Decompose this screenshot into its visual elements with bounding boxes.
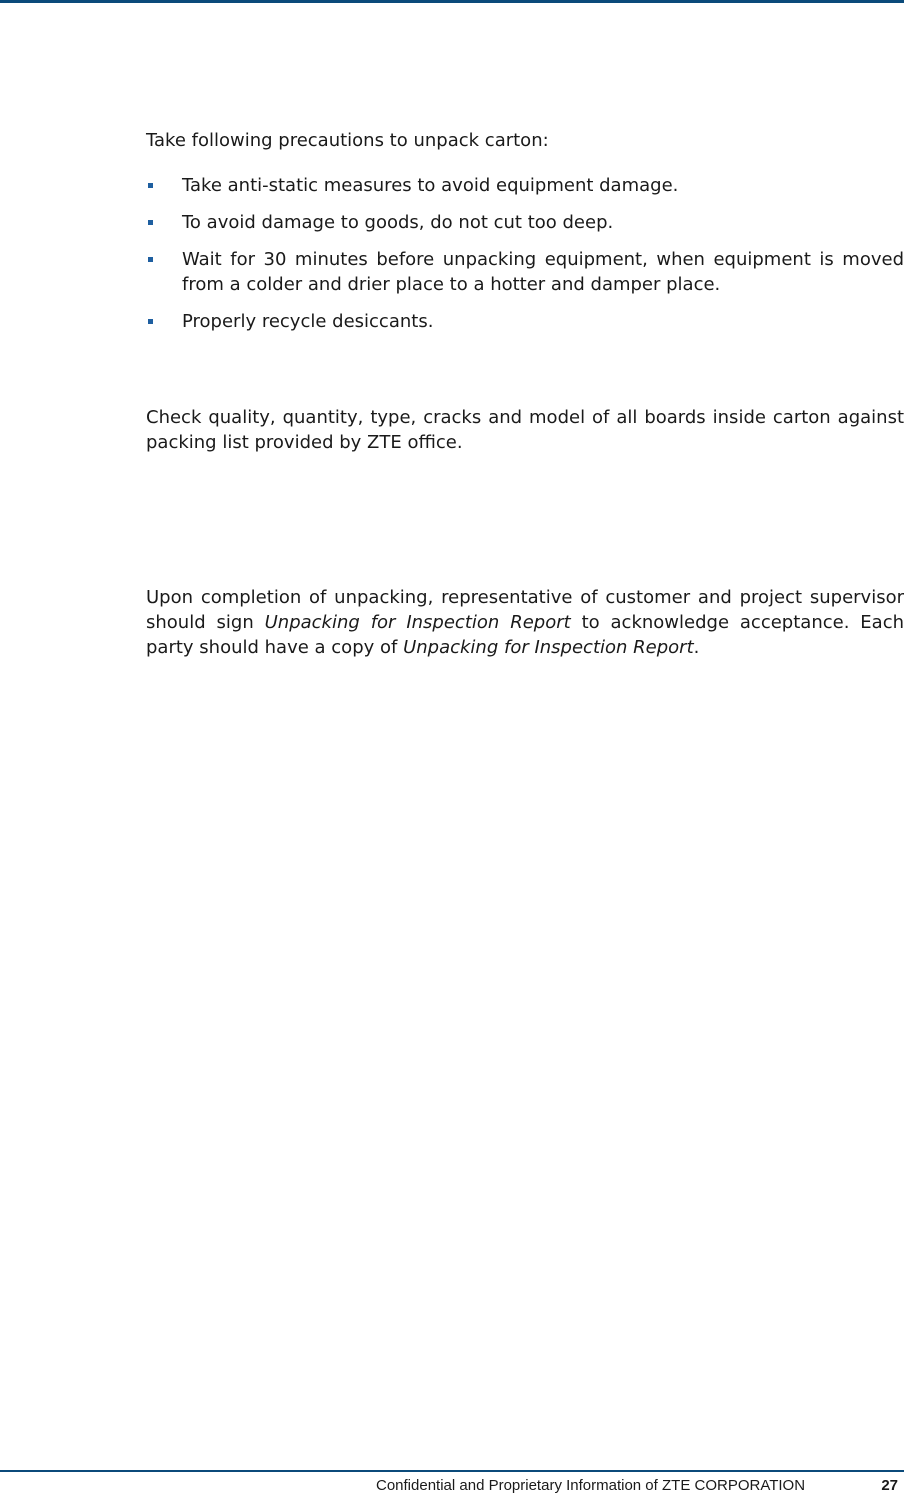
square-bullet-icon xyxy=(148,257,153,262)
report-title-italic: Unpacking for Inspection Report xyxy=(264,612,571,633)
list-item-text: Properly recycle desiccants. xyxy=(182,311,434,332)
acceptance-text-part1: Upon completion of unpacking, representative of customer and project supervisor should sign xyxy=(146,587,904,633)
page-number: 27 xyxy=(881,1477,898,1494)
footer-rule xyxy=(0,1470,904,1472)
list-item xyxy=(146,309,904,334)
acceptance-text-part2: to acknowledge acceptance. Each party should have a copy of xyxy=(146,612,904,658)
precautions-list xyxy=(146,173,904,334)
list-item-text: To avoid damage to goods, do not cut too deep. xyxy=(182,212,614,233)
intro-text: Take following precautions to unpack carton: xyxy=(146,130,549,151)
list-item xyxy=(146,247,904,297)
acceptance-text-part3: . xyxy=(693,637,700,658)
acceptance-paragraph xyxy=(146,585,904,660)
list-item-text: Take anti-static measures to avoid equipment damage. xyxy=(182,175,679,196)
report-title-italic: Unpacking for Inspection Report xyxy=(403,637,694,658)
list-item xyxy=(146,210,904,235)
check-paragraph: Check quality, quantity, type, cracks and model of all boards inside carton against packing list provided by ZTE office. xyxy=(146,407,904,453)
square-bullet-icon xyxy=(148,319,153,324)
square-bullet-icon xyxy=(148,220,153,225)
square-bullet-icon xyxy=(148,183,153,188)
footer-confidential-text: Confidential and Proprietary Information of ZTE CORPORATION xyxy=(376,1477,806,1494)
list-item-text: Wait for 30 minutes before unpacking equipment, when equipment is moved from a colder and drier place to a hotter and damper place. xyxy=(182,249,904,295)
page-content xyxy=(146,128,904,660)
header-rule xyxy=(0,0,904,3)
list-item xyxy=(146,173,904,198)
